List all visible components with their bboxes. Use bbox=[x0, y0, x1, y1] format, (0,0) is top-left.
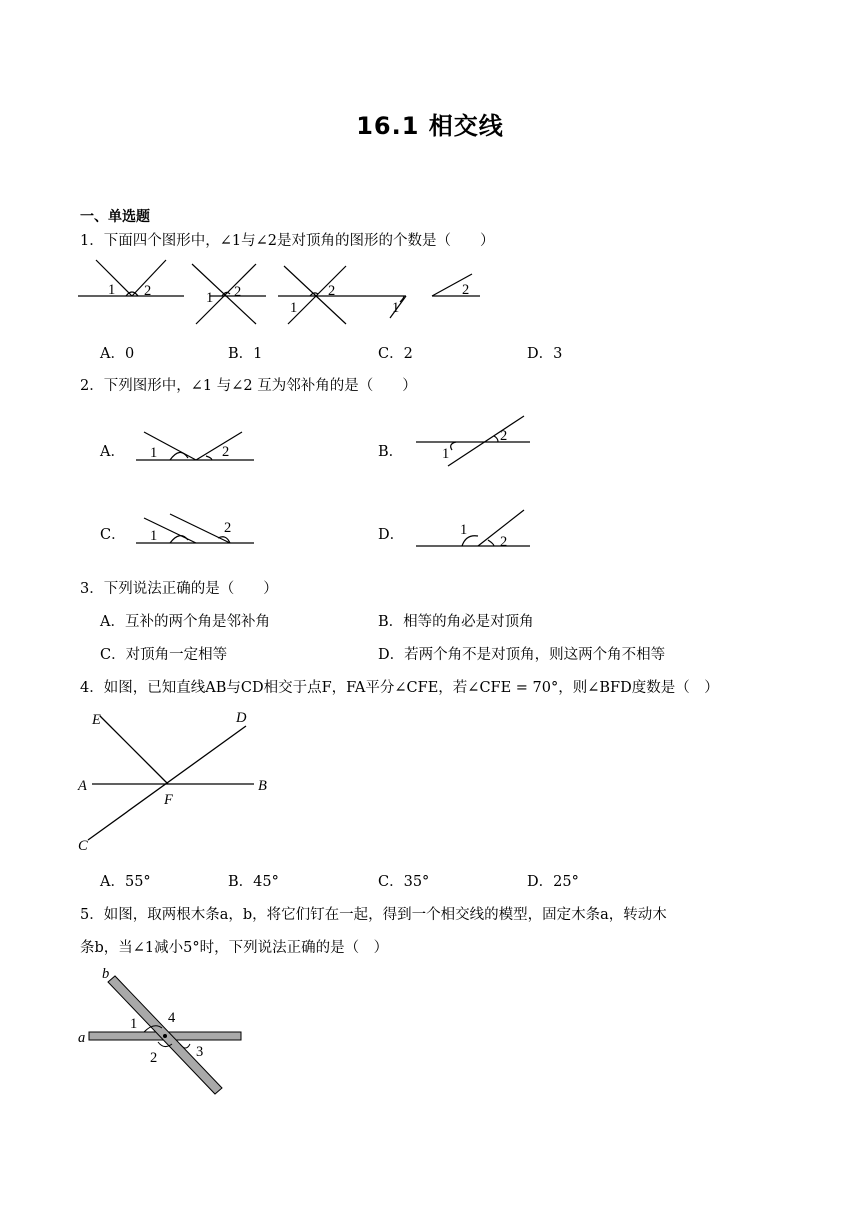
q1-option-b[interactable]: B．1 bbox=[228, 346, 263, 362]
fig-label: 2 bbox=[462, 282, 470, 298]
page-title: 16.1 相交线 bbox=[356, 112, 504, 140]
angle-label-3: 3 bbox=[196, 1044, 204, 1060]
q1-option-d[interactable]: D．3 bbox=[527, 346, 563, 362]
fig-label: 1 bbox=[150, 445, 158, 461]
section-heading: 一、单选题 bbox=[80, 209, 150, 225]
fig-label: 2 bbox=[500, 534, 508, 550]
question-3-stem: 3．下列说法正确的是（ ） bbox=[80, 581, 278, 597]
q2-option-d[interactable]: D． bbox=[378, 527, 405, 543]
question-5-figure bbox=[74, 964, 254, 1096]
q2-option-c[interactable]: C． bbox=[100, 527, 126, 543]
fig-label: 2 bbox=[144, 283, 152, 299]
fig-label: 1 bbox=[150, 528, 158, 544]
question-5-stem-line2: 条b，当∠1减小5°时，下列说法正确的是（ ） bbox=[80, 940, 389, 956]
fig-label: 1 bbox=[460, 522, 468, 538]
q3-option-d[interactable]: D．若两个角不是对顶角，则这两个角不相等 bbox=[378, 647, 666, 663]
strip-label-a: a bbox=[78, 1030, 86, 1046]
fig-label: 2 bbox=[500, 428, 508, 444]
question-4-stem: 4．如图，已知直线AB与CD相交于点F，FA平分∠CFE，若∠CFE = 70°，则∠BFD度数是（ ） bbox=[80, 680, 719, 696]
fig-label: 1 bbox=[392, 300, 400, 316]
question-5-stem-line1: 5．如图，取两根木条a，b，将它们钉在一起，得到一个相交线的模型，固定木条a，转动木 bbox=[80, 907, 667, 923]
q3-option-c[interactable]: C．对顶角一定相等 bbox=[100, 647, 228, 663]
question-1-figures bbox=[70, 258, 490, 330]
q1-option-c[interactable]: C．2 bbox=[378, 346, 413, 362]
point-label-e: E bbox=[92, 712, 101, 728]
q2-option-a[interactable]: A． bbox=[100, 444, 125, 460]
question-2-stem: 2．下列图形中，∠1 与∠2 互为邻补角的是（ ） bbox=[80, 378, 417, 394]
point-label-a: A bbox=[78, 778, 87, 794]
fig-label: 2 bbox=[224, 520, 232, 536]
nail-point bbox=[163, 1034, 167, 1038]
angle-label-2: 2 bbox=[150, 1050, 158, 1066]
point-label-c: C bbox=[78, 838, 88, 854]
question-1-stem: 1．下面四个图形中，∠1与∠2是对顶角的图形的个数是（ ） bbox=[80, 233, 495, 249]
point-label-f: F bbox=[164, 792, 173, 808]
point-label-d: D bbox=[236, 710, 247, 726]
point-label-b: B bbox=[258, 778, 267, 794]
fig-label: 2 bbox=[234, 284, 242, 300]
fig-label: 2 bbox=[328, 283, 336, 299]
question-4-figure bbox=[74, 706, 284, 856]
fig-label: 1 bbox=[442, 446, 450, 462]
angle-label-4: 4 bbox=[168, 1010, 176, 1026]
fig-label: 1 bbox=[290, 300, 298, 316]
q1-option-a[interactable]: A．0 bbox=[100, 346, 135, 362]
q4-option-a[interactable]: A．55° bbox=[100, 874, 151, 890]
fig-label: 1 bbox=[108, 282, 116, 298]
q2-option-b[interactable]: B． bbox=[378, 444, 404, 460]
q4-option-d[interactable]: D．25° bbox=[527, 874, 579, 890]
fig-label: 2 bbox=[222, 444, 230, 460]
q4-option-c[interactable]: C．35° bbox=[378, 874, 430, 890]
question-2-figures bbox=[130, 410, 550, 550]
angle-label-1: 1 bbox=[130, 1016, 138, 1032]
strip-label-b: b bbox=[102, 966, 110, 982]
q3-option-b[interactable]: B．相等的角必是对顶角 bbox=[378, 614, 534, 630]
q3-option-a[interactable]: A．互补的两个角是邻补角 bbox=[100, 614, 270, 630]
fig-label: 1 bbox=[206, 290, 214, 306]
q4-option-b[interactable]: B．45° bbox=[228, 874, 279, 890]
